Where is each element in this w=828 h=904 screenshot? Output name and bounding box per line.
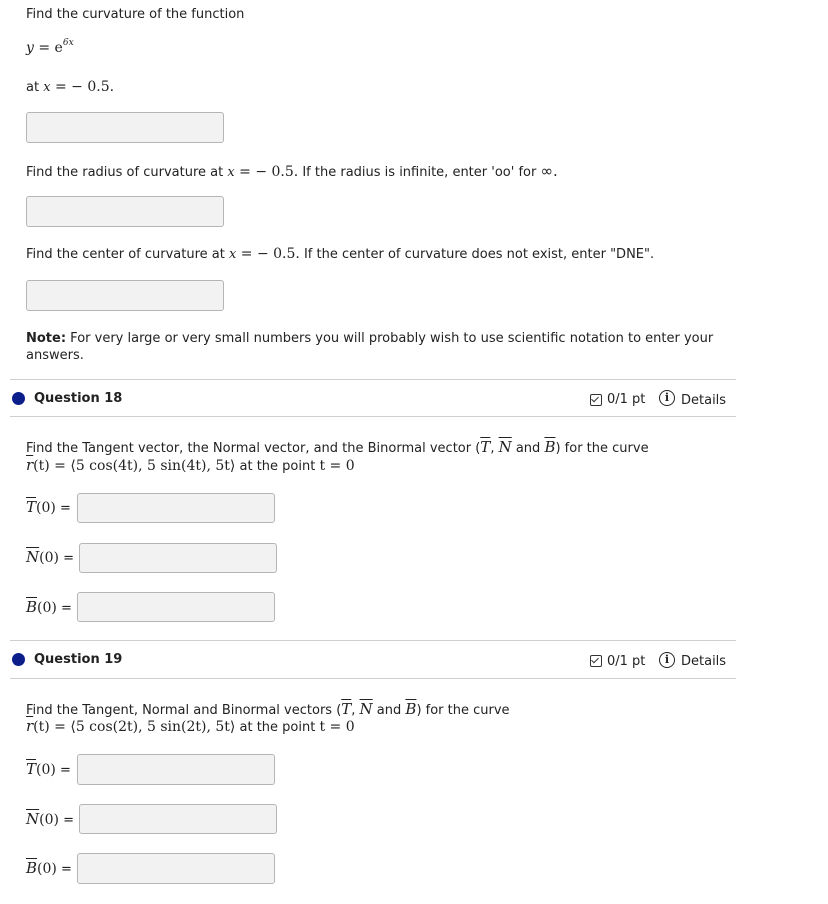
curvature-input[interactable] [26, 112, 224, 143]
check-square-icon [590, 394, 602, 406]
divider [10, 678, 736, 679]
q17-prompt-radius: Find the radius of curvature at x = − 0.5. If the radius is infinite, enter 'oo' for ∞. [26, 162, 558, 180]
divider [10, 416, 736, 417]
q18-points: 0/1 pt [607, 392, 646, 407]
q17-function: $y = e^{6x}$ [26, 38, 74, 56]
q18-binormal-label: $\overline{B}(0)$ = [26, 598, 72, 616]
q18-details-link[interactable]: Details [681, 393, 727, 408]
q19-prompt-line1: Find the Tangent, Normal and Binormal vectors ($\overline{T}$, $\overline{N}$ and $\overline{B}$) for the curve [26, 700, 510, 718]
q17-at-point: at x = − 0.5. [26, 79, 115, 95]
radius-input[interactable] [26, 196, 224, 227]
q18-normal-input[interactable] [79, 543, 277, 573]
q19-points: 0/1 pt [607, 654, 646, 669]
center-input[interactable] [26, 280, 224, 311]
q19-binormal-input[interactable] [77, 853, 275, 884]
q18-tangent-label: $\overline{T}(0)$ = [26, 498, 71, 516]
question-dot-icon [12, 653, 25, 666]
q17-prompt-center: Find the center of curvature at x = − 0.5. If the center of curvature does not exist, enter "DNE". [26, 246, 655, 262]
q18-prompt-line1: Find the Tangent vector, the Normal vector, and the Binormal vector ($\overline{T}$, $\overline{N}$ and $\overline{B}$) for the curve [26, 438, 649, 456]
divider [10, 640, 736, 641]
q18-prompt-line2: $\overline{r}(t)$ = ⟨5 cos(4t), 5 sin(4t), 5t⟩ at the point t = 0 [26, 456, 355, 474]
q19-tangent-input[interactable] [77, 754, 275, 785]
q19-binormal-label: $\overline{B}(0)$ = [26, 859, 72, 877]
q19-tangent-label: $\overline{T}(0)$ = [26, 760, 71, 778]
q18-binormal-input[interactable] [77, 592, 275, 622]
info-circle-icon[interactable]: i [659, 652, 675, 668]
q17-prompt-curvature: Find the curvature of the function [26, 7, 245, 22]
q17-note: Note: For very large or very small numbers you will probably wish to use scientific notation to enter your answers. [26, 331, 714, 363]
q18-title: Question 18 [34, 391, 123, 406]
check-square-icon [590, 655, 602, 667]
question-dot-icon [12, 392, 25, 405]
q19-normal-label: $\overline{N}(0)$ = [26, 810, 74, 828]
q19-normal-input[interactable] [79, 804, 277, 834]
q19-prompt-line2: $\overline{r}(t)$ = ⟨5 cos(2t), 5 sin(2t), 5t⟩ at the point t = 0 [26, 717, 355, 735]
q18-tangent-input[interactable] [77, 493, 275, 523]
info-circle-icon[interactable]: i [659, 390, 675, 406]
q19-details-link[interactable]: Details [681, 654, 727, 669]
q19-title: Question 19 [34, 652, 123, 667]
divider [10, 379, 736, 380]
q18-normal-label: $\overline{N}(0)$ = [26, 548, 74, 566]
